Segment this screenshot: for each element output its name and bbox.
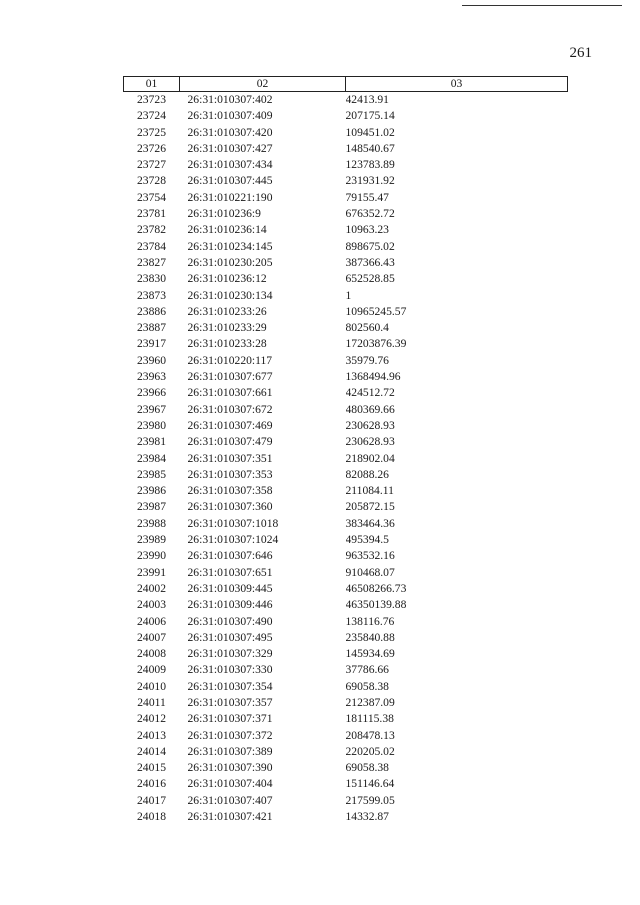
table-row [124,336,568,352]
value-cell: 383464.36 [345,516,395,530]
row-number-cell: 23991 [137,565,166,579]
value-cell: 148540.67 [345,141,395,155]
value-cell: 208478.13 [345,728,395,742]
column-header-03: 03 [346,77,568,92]
row-number-cell: 24009 [137,663,166,677]
row-number-cell: 24012 [137,712,166,726]
table-row [124,125,568,141]
row-number-cell: 23960 [137,353,166,367]
table-row [124,646,568,662]
value-cell: 235840.88 [345,630,395,644]
cadastral-number-cell: 26:31:010307:360 [187,500,273,514]
row-number-cell: 24015 [137,761,166,775]
row-number-cell: 24011 [137,695,166,709]
value-cell: 205872.15 [345,500,395,514]
row-number-cell: 23723 [137,93,166,106]
cadastral-number-cell: 26:31:010307:490 [187,614,273,628]
cadastral-number-cell: 26:31:010220:117 [187,353,273,367]
value-cell: 676352.72 [345,207,395,221]
cadastral-number-cell: 26:31:010236:9 [187,207,261,221]
cadastral-number-cell: 26:31:010307:672 [187,402,273,416]
value-cell: 211084.11 [345,484,394,498]
row-number-cell: 24013 [137,728,166,742]
cadastral-number-cell: 26:31:010307:434 [187,158,273,172]
table-row [124,369,568,385]
value-cell: 1368494.96 [345,370,401,384]
value-cell: 10965245.57 [345,304,407,318]
row-number-cell: 23727 [137,158,166,172]
cadastral-number-cell: 26:31:010307:389 [187,744,273,758]
value-cell: 35979.76 [345,353,389,367]
cadastral-number-cell: 26:31:010307:421 [187,810,273,824]
value-cell: 109451.02 [345,125,395,139]
row-number-cell: 23984 [137,451,166,465]
cadastral-number-cell: 26:31:010230:134 [187,288,273,302]
cadastral-number-cell: 26:31:010236:12 [187,272,267,286]
value-cell: 46508266.73 [345,581,407,595]
table-row [124,434,568,450]
table-row [124,760,568,776]
value-cell: 69058.38 [345,761,389,775]
value-cell: 387366.43 [345,255,395,269]
value-cell: 802560.4 [345,321,389,335]
table-row [124,711,568,727]
row-number-cell: 24002 [137,581,166,595]
table-row [124,662,568,678]
table-row [124,597,568,613]
row-number-cell: 24018 [137,810,166,824]
value-cell: 217599.05 [345,793,395,807]
cadastral-number-cell: 26:31:010307:353 [187,467,273,481]
value-cell: 652528.85 [345,272,395,286]
row-number-cell: 23781 [137,207,166,221]
cadastral-number-cell: 26:31:010307:1018 [187,516,279,530]
table-row [124,548,568,564]
row-number-cell: 23886 [137,304,166,318]
cadastral-number-cell: 26:31:010307:402 [187,93,273,106]
row-number-cell: 24003 [137,598,166,612]
cadastral-number-cell: 26:31:010236:14 [187,223,267,237]
value-cell: 220205.02 [345,744,395,758]
value-cell: 69058.38 [345,679,389,693]
row-number-cell: 23987 [137,500,166,514]
table-row [124,288,568,304]
column-header-01: 01 [124,77,180,92]
cadastral-number-cell: 26:31:010307:469 [187,418,273,432]
value-cell: 37786.66 [345,663,389,677]
value-cell: 10963.23 [345,223,389,237]
row-number-cell: 23980 [137,418,166,432]
cadastral-number-cell: 26:31:010307:407 [187,793,273,807]
row-number-cell: 23726 [137,141,166,155]
table-row [124,630,568,646]
row-number-cell: 23827 [137,255,166,269]
table-row [124,532,568,548]
row-number-cell: 23784 [137,239,166,253]
cadastral-number-cell: 26:31:010307:651 [187,565,273,579]
table-row [124,793,568,809]
row-number-cell: 23966 [137,386,166,400]
table-row [124,157,568,173]
table-row [124,451,568,467]
table-row [124,173,568,189]
cadastral-number-cell: 26:31:010230:205 [187,255,273,269]
row-number-cell: 23917 [137,337,166,351]
value-cell: 1 [345,288,352,302]
table-row [124,516,568,532]
value-cell: 46350139.88 [345,598,407,612]
table-row [124,141,568,157]
table-row [124,614,568,630]
row-number-cell: 23986 [137,484,166,498]
cadastral-number-cell: 26:31:010307:495 [187,630,273,644]
table-row [124,499,568,515]
row-number-cell: 24014 [137,744,166,758]
cadastral-number-cell: 26:31:010307:372 [187,728,273,742]
value-cell: 963532.16 [345,549,395,563]
row-number-cell: 24016 [137,777,166,791]
row-number-cell: 23782 [137,223,166,237]
row-number-cell: 23967 [137,402,166,416]
cadastral-number-cell: 26:31:010233:28 [187,337,267,351]
cadastral-number-cell: 26:31:010307:409 [187,109,273,123]
row-number-cell: 24006 [137,614,166,628]
cadastral-number-cell: 26:31:010307:351 [187,451,273,465]
row-number-cell: 23887 [137,321,166,335]
table-row [124,565,568,581]
table-row [124,320,568,336]
column-header-02: 02 [180,77,346,92]
cadastral-number-cell: 26:31:010307:358 [187,484,273,498]
value-cell: 207175.14 [345,109,395,123]
table-row [124,255,568,271]
cadastral-number-cell: 26:31:010307:371 [187,712,273,726]
value-cell: 17203876.39 [345,337,407,351]
table-row [124,744,568,760]
table-row [124,402,568,418]
cadastral-number-cell: 26:31:010307:1024 [187,533,279,547]
value-cell: 495394.5 [345,533,389,547]
table-row [124,728,568,744]
table-row [124,385,568,401]
cadastral-number-cell: 26:31:010307:390 [187,761,273,775]
cadastral-number-cell: 26:31:010221:190 [187,190,273,204]
value-cell: 151146.64 [345,777,395,791]
value-cell: 42413.91 [345,93,389,106]
value-cell: 230628.93 [345,418,395,432]
cadastral-number-cell: 26:31:010233:29 [187,321,267,335]
row-number-cell: 24017 [137,793,166,807]
value-cell: 480369.66 [345,402,395,416]
cadastral-number-cell: 26:31:010307:354 [187,679,273,693]
table-row [124,809,568,825]
cadastral-number-cell: 26:31:010307:677 [187,370,273,384]
cadastral-number-cell: 26:31:010234:145 [187,239,273,253]
table-row [124,92,568,109]
value-cell: 145934.69 [345,647,395,661]
table-body [124,92,568,826]
cadastral-number-cell: 26:31:010307:329 [187,647,273,661]
table-row [124,483,568,499]
cadastral-number-cell: 26:31:010233:26 [187,304,267,318]
value-cell: 212387.09 [345,695,395,709]
row-number-cell: 23728 [137,174,166,188]
cadastral-number-cell: 26:31:010307:404 [187,777,273,791]
row-number-cell: 23754 [137,190,166,204]
table-row [124,271,568,287]
row-number-cell: 23725 [137,125,166,139]
value-cell: 910468.07 [345,565,395,579]
row-number-cell: 23990 [137,549,166,563]
table-row [124,239,568,255]
row-number-cell: 24008 [137,647,166,661]
table-row [124,695,568,711]
table-row [124,206,568,222]
value-cell: 138116.76 [345,614,395,628]
row-number-cell: 23873 [137,288,166,302]
cadastral-number-cell: 26:31:010307:646 [187,549,273,563]
row-number-cell: 23985 [137,467,166,481]
cadastral-number-cell: 26:31:010307:357 [187,695,273,709]
row-number-cell: 23989 [137,533,166,547]
value-cell: 424512.72 [345,386,395,400]
row-number-cell: 24007 [137,630,166,644]
cadastral-number-cell: 26:31:010309:446 [187,598,273,612]
row-number-cell: 23988 [137,516,166,530]
cadastral-number-cell: 26:31:010307:427 [187,141,273,155]
table-row [124,467,568,483]
data-table [123,76,568,825]
page-number: 261 [569,45,592,61]
value-cell: 123783.89 [345,158,395,172]
table-row [124,304,568,320]
table-header-row [124,77,568,92]
value-cell: 181115.38 [345,712,394,726]
row-number-cell: 23963 [137,370,166,384]
value-cell: 230628.93 [345,435,395,449]
cadastral-number-cell: 26:31:010307:330 [187,663,273,677]
value-cell: 231931.92 [345,174,395,188]
table-row [124,418,568,434]
value-cell: 898675.02 [345,239,395,253]
row-number-cell: 23724 [137,109,166,123]
value-cell: 218902.04 [345,451,395,465]
cadastral-number-cell: 26:31:010307:445 [187,174,273,188]
table-row [124,776,568,792]
value-cell: 79155.47 [345,190,389,204]
value-cell: 14332.87 [345,810,389,824]
row-number-cell: 23981 [137,435,166,449]
cadastral-number-cell: 26:31:010307:420 [187,125,273,139]
table-row [124,190,568,206]
table-row [124,222,568,238]
value-cell: 82088.26 [345,467,389,481]
table-row [124,353,568,369]
cadastral-number-cell: 26:31:010307:479 [187,435,273,449]
cadastral-number-cell: 26:31:010309:445 [187,581,273,595]
table-row [124,679,568,695]
row-number-cell: 24010 [137,679,166,693]
table-row [124,108,568,124]
row-number-cell: 23830 [137,272,166,286]
cadastral-number-cell: 26:31:010307:661 [187,386,273,400]
top-rule [462,5,622,6]
table-row [124,581,568,597]
